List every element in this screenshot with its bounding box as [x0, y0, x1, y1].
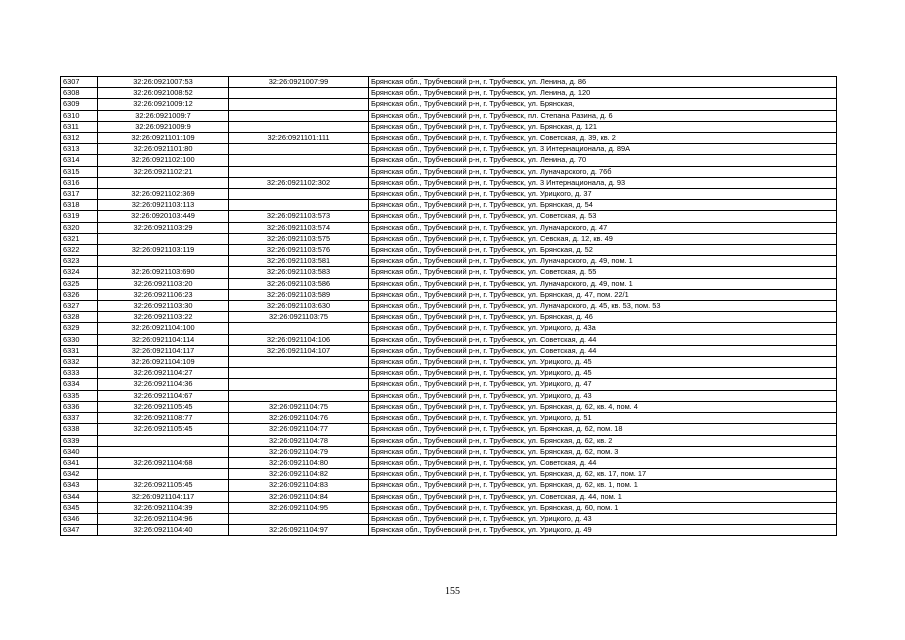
linked-cadastral-number-cell [229, 88, 369, 99]
linked-cadastral-number-cell [229, 368, 369, 379]
row-number-cell: 6337 [61, 413, 98, 424]
row-number-cell: 6312 [61, 133, 98, 144]
address-cell: Брянская обл., Трубчевский р-н, г. Трубчевск, ул. Советская, д. 39, кв. 2 [369, 133, 837, 144]
table-row [61, 267, 837, 278]
linked-cadastral-number-cell: 32:26:0921102:302 [229, 177, 369, 188]
linked-cadastral-number-cell: 32:26:0921104:84 [229, 491, 369, 502]
cadastral-number-cell: 32:26:0921104:114 [98, 334, 229, 345]
table-row [61, 435, 837, 446]
cadastral-number-cell: 32:26:0921104:117 [98, 491, 229, 502]
row-number-cell: 6314 [61, 155, 98, 166]
registry-table-container [60, 76, 836, 536]
row-number-cell: 6334 [61, 379, 98, 390]
address-cell: Брянская обл., Трубчевский р-н, г. Трубчевск, ул. Урицкого, д. 49 [369, 525, 837, 536]
linked-cadastral-number-cell [229, 379, 369, 390]
linked-cadastral-number-cell [229, 155, 369, 166]
cadastral-number-cell: 32:26:0921102:21 [98, 166, 229, 177]
row-number-cell: 6315 [61, 166, 98, 177]
cadastral-number-cell: 32:26:0921105:45 [98, 424, 229, 435]
row-number-cell: 6313 [61, 144, 98, 155]
table-row [61, 457, 837, 468]
linked-cadastral-number-cell: 32:26:0921104:79 [229, 446, 369, 457]
row-number-cell: 6310 [61, 110, 98, 121]
table-row [61, 390, 837, 401]
cadastral-number-cell: 32:26:0921105:45 [98, 480, 229, 491]
cadastral-number-cell: 32:26:0921104:67 [98, 390, 229, 401]
cadastral-number-cell: 32:26:0921007:53 [98, 77, 229, 88]
row-number-cell: 6321 [61, 233, 98, 244]
row-number-cell: 6326 [61, 289, 98, 300]
table-row [61, 88, 837, 99]
address-cell: Брянская обл., Трубчевский р-н, г. Трубчевск, ул. Советская, д. 55 [369, 267, 837, 278]
table-row [61, 301, 837, 312]
linked-cadastral-number-cell [229, 189, 369, 200]
address-cell: Брянская обл., Трубчевский р-н, г. Трубчевск, ул. Брянская, д. 62, кв. 17, пом. 17 [369, 469, 837, 480]
table-row [61, 289, 837, 300]
cadastral-number-cell: 32:26:0921009:12 [98, 99, 229, 110]
table-row [61, 312, 837, 323]
table-row [61, 424, 837, 435]
linked-cadastral-number-cell: 32:26:0921103:589 [229, 289, 369, 300]
linked-cadastral-number-cell: 32:26:0921103:586 [229, 278, 369, 289]
row-number-cell: 6332 [61, 357, 98, 368]
table-row [61, 480, 837, 491]
cadastral-number-cell: 32:26:0921102:100 [98, 155, 229, 166]
address-cell: Брянская обл., Трубчевский р-н, г. Трубчевск, ул. Урицкого, д. 43 [369, 390, 837, 401]
row-number-cell: 6333 [61, 368, 98, 379]
cadastral-number-cell: 32:26:0921103:113 [98, 200, 229, 211]
cadastral-number-cell: 32:26:0921104:36 [98, 379, 229, 390]
address-cell: Брянская обл., Трубчевский р-н, г. Трубчевск, ул. Ленина, д. 70 [369, 155, 837, 166]
address-cell: Брянская обл., Трубчевский р-н, г. Трубчевск, ул. Брянская, д. 46 [369, 312, 837, 323]
table-row [61, 110, 837, 121]
cadastral-number-cell: 32:26:0921108:77 [98, 413, 229, 424]
cadastral-number-cell: 32:26:0921101:109 [98, 133, 229, 144]
table-row [61, 345, 837, 356]
address-cell: Брянская обл., Трубчевский р-н, г. Трубчевск, ул. Советская, д. 53 [369, 211, 837, 222]
row-number-cell: 6330 [61, 334, 98, 345]
cadastral-number-cell: 32:26:0921103:119 [98, 245, 229, 256]
address-cell: Брянская обл., Трубчевский р-н, г. Трубчевск, ул. Луначарского, д. 47 [369, 222, 837, 233]
table-row [61, 211, 837, 222]
row-number-cell: 6311 [61, 121, 98, 132]
table-row [61, 513, 837, 524]
table-row [61, 256, 837, 267]
row-number-cell: 6322 [61, 245, 98, 256]
table-row [61, 99, 837, 110]
linked-cadastral-number-cell: 32:26:0921104:95 [229, 502, 369, 513]
table-row [61, 469, 837, 480]
row-number-cell: 6318 [61, 200, 98, 211]
address-cell: Брянская обл., Трубчевский р-н, г. Трубчевск, ул. Брянская, д. 62, пом. 3 [369, 446, 837, 457]
table-row [61, 155, 837, 166]
linked-cadastral-number-cell: 32:26:0921103:574 [229, 222, 369, 233]
address-cell: Брянская обл., Трубчевский р-н, г. Трубчевск, ул. Урицкого, д. 47 [369, 379, 837, 390]
table-row [61, 144, 837, 155]
table-row [61, 222, 837, 233]
cadastral-number-cell: 32:26:0921102:369 [98, 189, 229, 200]
table-row [61, 413, 837, 424]
cadastral-number-cell [98, 469, 229, 480]
table-row [61, 323, 837, 334]
cadastral-number-cell: 32:26:0921104:117 [98, 345, 229, 356]
address-cell: Брянская обл., Трубчевский р-н, г. Трубчевск, ул. Луначарского, д. 76б [369, 166, 837, 177]
address-cell: Брянская обл., Трубчевский р-н, г. Трубчевск, ул. Брянская, д. 54 [369, 200, 837, 211]
row-number-cell: 6345 [61, 502, 98, 513]
table-row [61, 401, 837, 412]
row-number-cell: 6342 [61, 469, 98, 480]
address-cell: Брянская обл., Трубчевский р-н, г. Трубчевск, ул. Урицкого, д. 51 [369, 413, 837, 424]
linked-cadastral-number-cell: 32:26:0921103:630 [229, 301, 369, 312]
table-row [61, 233, 837, 244]
cadastral-number-cell: 32:26:0921104:39 [98, 502, 229, 513]
address-cell: Брянская обл., Трубчевский р-н, г. Трубчевск, ул. Урицкого, д. 43а [369, 323, 837, 334]
table-row [61, 379, 837, 390]
linked-cadastral-number-cell: 32:26:0921104:77 [229, 424, 369, 435]
cadastral-number-cell [98, 446, 229, 457]
registry-table [60, 76, 837, 536]
cadastral-number-cell: 32:26:0921009:9 [98, 121, 229, 132]
address-cell: Брянская обл., Трубчевский р-н, г. Трубчевск, ул. Брянская, д. 60, пом. 1 [369, 502, 837, 513]
cadastral-number-cell [98, 435, 229, 446]
linked-cadastral-number-cell: 32:26:0921104:106 [229, 334, 369, 345]
table-row [61, 278, 837, 289]
address-cell: Брянская обл., Трубчевский р-н, г. Трубчевск, ул. Советская, д. 44, пом. 1 [369, 491, 837, 502]
address-cell: Брянская обл., Трубчевский р-н, г. Трубчевск, ул. Луначарского, д. 49, пом. 1 [369, 278, 837, 289]
cadastral-number-cell: 32:26:0921103:29 [98, 222, 229, 233]
cadastral-number-cell [98, 256, 229, 267]
linked-cadastral-number-cell [229, 513, 369, 524]
cadastral-number-cell: 32:26:0921104:40 [98, 525, 229, 536]
cadastral-number-cell: 32:26:0921104:27 [98, 368, 229, 379]
address-cell: Брянская обл., Трубчевский р-н, г. Трубчевск, ул. Ленина, д. 86 [369, 77, 837, 88]
address-cell: Брянская обл., Трубчевский р-н, г. Трубчевск, ул. Урицкого, д. 37 [369, 189, 837, 200]
table-row [61, 446, 837, 457]
table-row [61, 525, 837, 536]
address-cell: Брянская обл., Трубчевский р-н, г. Трубчевск, ул. Урицкого, д. 43 [369, 513, 837, 524]
cadastral-number-cell: 32:26:0921103:22 [98, 312, 229, 323]
cadastral-number-cell: 32:26:0921104:96 [98, 513, 229, 524]
linked-cadastral-number-cell [229, 110, 369, 121]
cadastral-number-cell: 32:26:0921104:68 [98, 457, 229, 468]
table-row [61, 189, 837, 200]
row-number-cell: 6307 [61, 77, 98, 88]
linked-cadastral-number-cell [229, 99, 369, 110]
table-row [61, 245, 837, 256]
address-cell: Брянская обл., Трубчевский р-н, г. Трубчевск, ул. Брянская, [369, 99, 837, 110]
linked-cadastral-number-cell: 32:26:0921103:576 [229, 245, 369, 256]
row-number-cell: 6317 [61, 189, 98, 200]
address-cell: Брянская обл., Трубчевский р-н, г. Трубчевск, ул. 3 Интернационала, д. 93 [369, 177, 837, 188]
address-cell: Брянская обл., Трубчевский р-н, г. Трубчевск, ул. Урицкого, д. 45 [369, 368, 837, 379]
row-number-cell: 6327 [61, 301, 98, 312]
cadastral-number-cell [98, 177, 229, 188]
page-number: 155 [445, 586, 460, 597]
linked-cadastral-number-cell [229, 200, 369, 211]
linked-cadastral-number-cell: 32:26:0921103:575 [229, 233, 369, 244]
linked-cadastral-number-cell: 32:26:0921104:83 [229, 480, 369, 491]
row-number-cell: 6324 [61, 267, 98, 278]
address-cell: Брянская обл., Трубчевский р-н, г. Трубчевск, ул. Урицкого, д. 45 [369, 357, 837, 368]
linked-cadastral-number-cell: 32:26:0921104:80 [229, 457, 369, 468]
table-row [61, 121, 837, 132]
cadastral-number-cell: 32:26:0921008:52 [98, 88, 229, 99]
cadastral-number-cell [98, 233, 229, 244]
linked-cadastral-number-cell: 32:26:0921104:82 [229, 469, 369, 480]
address-cell: Брянская обл., Трубчевский р-н, г. Трубчевск, ул. Луначарского, д. 49, пом. 1 [369, 256, 837, 267]
cadastral-number-cell: 32:26:0921104:100 [98, 323, 229, 334]
linked-cadastral-number-cell: 32:26:0921104:107 [229, 345, 369, 356]
address-cell: Брянская обл., Трубчевский р-н, г. Трубчевск, ул. Брянская, д. 47, пом. 22/1 [369, 289, 837, 300]
cadastral-number-cell: 32:26:0921106:23 [98, 289, 229, 300]
row-number-cell: 6331 [61, 345, 98, 356]
linked-cadastral-number-cell [229, 390, 369, 401]
linked-cadastral-number-cell: 32:26:0921104:76 [229, 413, 369, 424]
linked-cadastral-number-cell: 32:26:0921101:111 [229, 133, 369, 144]
table-row [61, 166, 837, 177]
linked-cadastral-number-cell: 32:26:0921007:99 [229, 77, 369, 88]
row-number-cell: 6320 [61, 222, 98, 233]
table-row [61, 133, 837, 144]
address-cell: Брянская обл., Трубчевский р-н, г. Трубчевск, ул. Брянская, д. 62, кв. 2 [369, 435, 837, 446]
table-row [61, 200, 837, 211]
linked-cadastral-number-cell [229, 357, 369, 368]
row-number-cell: 6340 [61, 446, 98, 457]
cadastral-number-cell: 32:26:0921104:109 [98, 357, 229, 368]
linked-cadastral-number-cell: 32:26:0921104:97 [229, 525, 369, 536]
table-row [61, 77, 837, 88]
linked-cadastral-number-cell: 32:26:0921104:78 [229, 435, 369, 446]
row-number-cell: 6339 [61, 435, 98, 446]
linked-cadastral-number-cell [229, 144, 369, 155]
row-number-cell: 6309 [61, 99, 98, 110]
address-cell: Брянская обл., Трубчевский р-н, г. Трубчевск, ул. Брянская, д. 52 [369, 245, 837, 256]
row-number-cell: 6341 [61, 457, 98, 468]
table-row [61, 357, 837, 368]
linked-cadastral-number-cell [229, 121, 369, 132]
address-cell: Брянская обл., Трубчевский р-н, г. Трубчевск, ул. Брянская, д. 62, кв. 1, пом. 1 [369, 480, 837, 491]
linked-cadastral-number-cell: 32:26:0921104:75 [229, 401, 369, 412]
linked-cadastral-number-cell [229, 166, 369, 177]
table-row [61, 177, 837, 188]
address-cell: Брянская обл., Трубчевский р-н, г. Трубчевск, ул. Советская, д. 44 [369, 334, 837, 345]
cadastral-number-cell: 32:26:0921009:7 [98, 110, 229, 121]
address-cell: Брянская обл., Трубчевский р-н, г. Трубчевск, ул. Советская, д. 44 [369, 345, 837, 356]
cadastral-number-cell: 32:26:0921103:20 [98, 278, 229, 289]
row-number-cell: 6347 [61, 525, 98, 536]
row-number-cell: 6344 [61, 491, 98, 502]
address-cell: Брянская обл., Трубчевский р-н, г. Трубчевск, ул. Луначарского, д. 45, кв. 53, пом. 53 [369, 301, 837, 312]
cadastral-number-cell: 32:26:0921101:80 [98, 144, 229, 155]
linked-cadastral-number-cell: 32:26:0921103:75 [229, 312, 369, 323]
row-number-cell: 6346 [61, 513, 98, 524]
address-cell: Брянская обл., Трубчевский р-н, г. Трубчевск, ул. Севская, д. 12, кв. 49 [369, 233, 837, 244]
row-number-cell: 6343 [61, 480, 98, 491]
linked-cadastral-number-cell: 32:26:0921103:581 [229, 256, 369, 267]
linked-cadastral-number-cell: 32:26:0921103:583 [229, 267, 369, 278]
address-cell: Брянская обл., Трубчевский р-н, г. Трубчевск, ул. Брянская, д. 62, кв. 4, пом. 4 [369, 401, 837, 412]
linked-cadastral-number-cell: 32:26:0921103:573 [229, 211, 369, 222]
row-number-cell: 6328 [61, 312, 98, 323]
registry-table-body [61, 77, 837, 536]
address-cell: Брянская обл., Трубчевский р-н, г. Трубчевск, ул. Брянская, д. 62, пом. 18 [369, 424, 837, 435]
table-row [61, 368, 837, 379]
address-cell: Брянская обл., Трубчевский р-н, г. Трубчевск, ул. Ленина, д. 120 [369, 88, 837, 99]
row-number-cell: 6316 [61, 177, 98, 188]
table-row [61, 502, 837, 513]
row-number-cell: 6329 [61, 323, 98, 334]
cadastral-number-cell: 32:26:0921103:30 [98, 301, 229, 312]
address-cell: Брянская обл., Трубчевский р-н, г. Трубчевск, ул. Брянская, д. 121 [369, 121, 837, 132]
row-number-cell: 6336 [61, 401, 98, 412]
table-row [61, 491, 837, 502]
row-number-cell: 6338 [61, 424, 98, 435]
address-cell: Брянская обл., Трубчевский р-н, г. Трубчевск, пл. Степана Разина, д. 6 [369, 110, 837, 121]
row-number-cell: 6308 [61, 88, 98, 99]
row-number-cell: 6335 [61, 390, 98, 401]
cadastral-number-cell: 32:26:0921103:690 [98, 267, 229, 278]
address-cell: Брянская обл., Трубчевский р-н, г. Трубчевск, ул. 3 Интернационала, д. 89А [369, 144, 837, 155]
cadastral-number-cell: 32:26:0921105:45 [98, 401, 229, 412]
row-number-cell: 6323 [61, 256, 98, 267]
row-number-cell: 6325 [61, 278, 98, 289]
row-number-cell: 6319 [61, 211, 98, 222]
linked-cadastral-number-cell [229, 323, 369, 334]
table-row [61, 334, 837, 345]
address-cell: Брянская обл., Трубчевский р-н, г. Трубчевск, ул. Советская, д. 44 [369, 457, 837, 468]
cadastral-number-cell: 32:26:0920103:449 [98, 211, 229, 222]
